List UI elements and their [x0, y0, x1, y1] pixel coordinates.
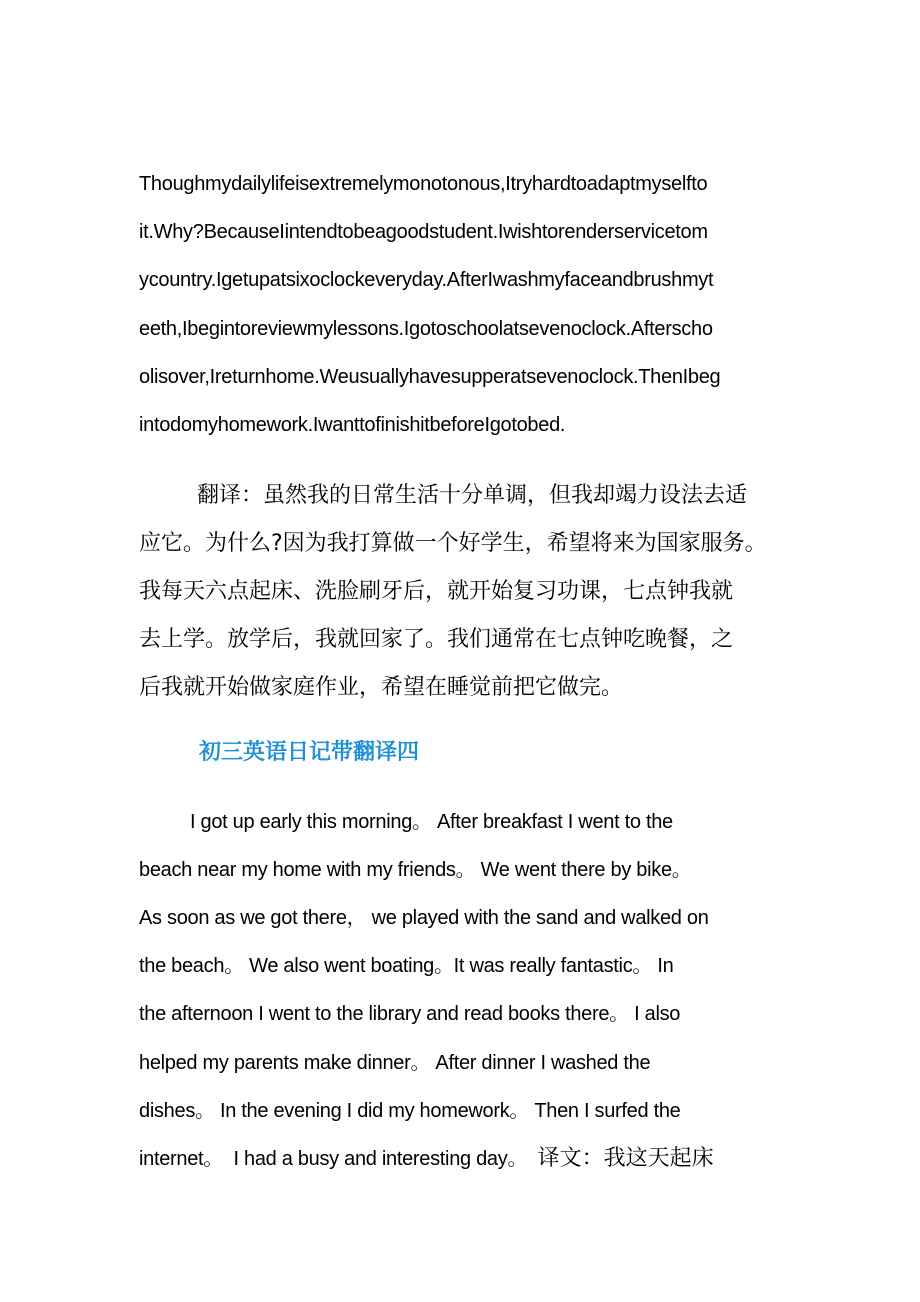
paragraph2-line-8-translation: 译文：我这天起床 — [537, 1146, 714, 1171]
paragraph1-line-5: olisover,Ireturnhome.Weusuallyhavesupperatsevenoclock.ThenIbeg — [139, 366, 721, 388]
paragraph1-line-4: eeth,Ibegintoreviewmylessons.Igotoschoolatsevenoclock.Afterscho — [139, 318, 713, 340]
paragraph2-line-8-english: internet。 I had a busy and interesting day。 — [139, 1148, 538, 1170]
section-heading: 初三英语日记带翻译四 — [199, 740, 420, 765]
translation1-line-3: 我每天六点起床、洗脸刷牙后，就开始复习功课，七点钟我就 — [139, 579, 734, 604]
paragraph2-line-5: the afternoon I went to the library and read books there。 I also — [139, 1003, 681, 1025]
paragraph2-line-8 — [139, 1141, 714, 1172]
paragraph1-line-2: it.Why?BecauseIintendtobeagoodstudent.Iwishtorenderservicetom — [139, 221, 708, 243]
translation1-line-4: 去上学。放学后，我就回家了。我们通常在七点钟吃晚餐，之 — [139, 627, 734, 652]
paragraph2-line-3: As soon as we got there， we played with the sand and walked on — [139, 907, 709, 929]
translation1-line-5: 后我就开始做家庭作业，希望在睡觉前把它做完。 — [139, 675, 624, 700]
paragraph1-line-1: Thoughmydailylifeisextremelymonotonous,Itryhardtoadaptmyselfto — [139, 173, 708, 195]
paragraph2-line-1: I got up early this morning。 After breakfast I went to the — [190, 811, 673, 833]
paragraph2-line-2: beach near my home with my friends。 We went there by bike。 — [139, 859, 692, 881]
paragraph1-line-3: ycountry.Igetupatsixoclockeveryday.AfterIwashmyfaceandbrushmyt — [139, 269, 714, 291]
paragraph2-line-4: the beach。 We also went boating。It was really fantastic。 In — [139, 955, 674, 977]
translation1-line-2: 应它。为什么?因为我打算做一个好学生，希望将来为国家服务。 — [139, 531, 767, 556]
translation1-line-1: 翻译：虽然我的日常生活十分单调，但我却竭力设法去适 — [197, 483, 748, 508]
paragraph1-line-6: intodomyhomework.IwanttofinishitbeforeIgotobed. — [139, 414, 566, 436]
paragraph2-line-7: dishes。 In the evening I did my homework。 Then I surfed the — [139, 1100, 681, 1122]
paragraph2-line-6: helped my parents make dinner。 After dinner I washed the — [139, 1052, 651, 1074]
